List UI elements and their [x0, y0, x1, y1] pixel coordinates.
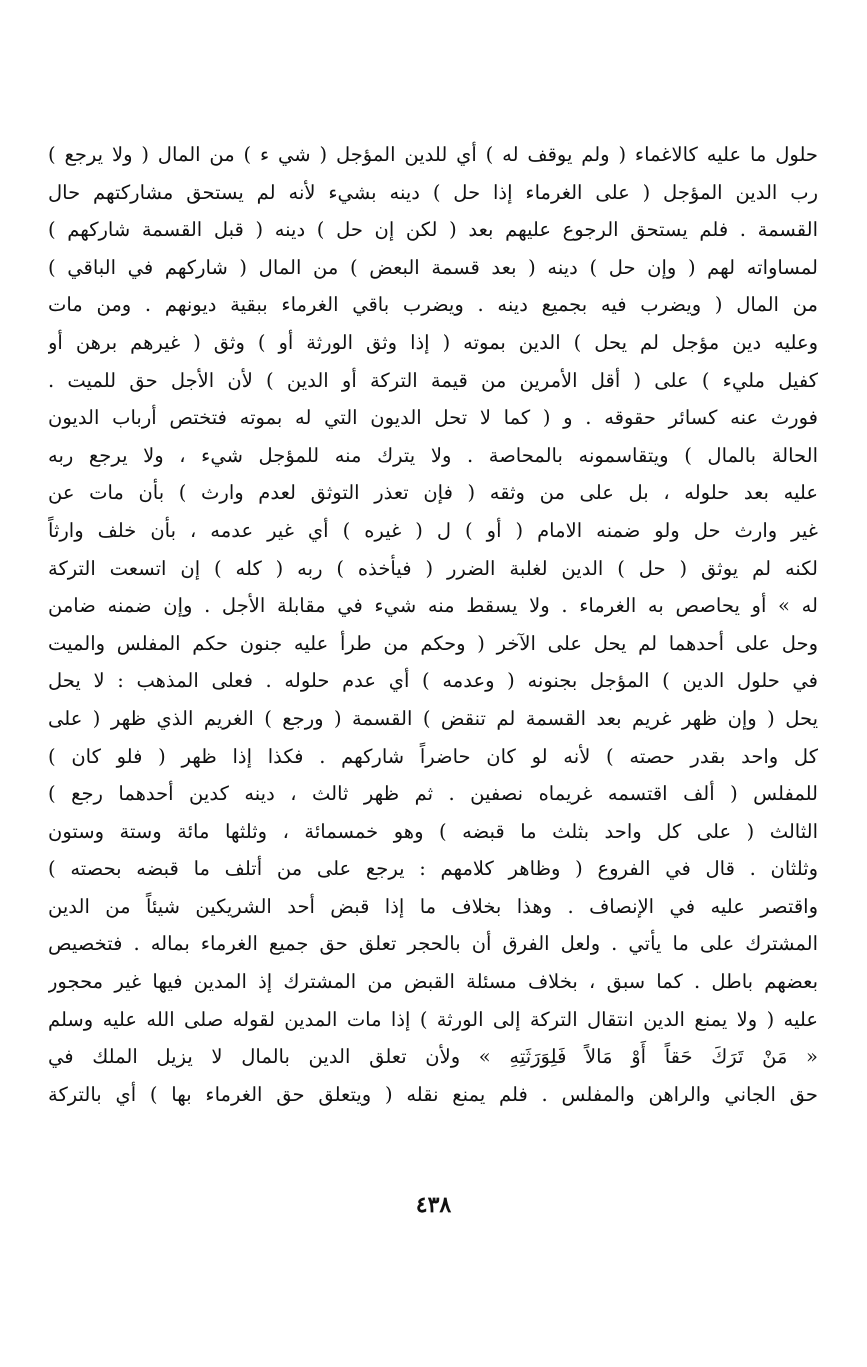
text-line: حلول ما عليه كالاغماء ( ولم يوقف له ) أي للدين المؤجل ( شي ء ) من المال ( ولا يرجع ) — [48, 143, 818, 166]
body-text — [48, 136, 818, 1113]
text-line: وعليه دين مؤجل لم يحل ) الدين بموته ( إذا وثق الورثة أو ) وثق ( غيرهم برهن أو — [48, 330, 818, 354]
text-line: رب الدين المؤجل ( على الغرماء إذا حل ) دينه بشيء لأنه لم يستحق مشاركتهم حال — [48, 180, 818, 204]
text-line: كل واحد بقدر حصته ) لأنه لو كان حاضراً شاركهم . فكذا إذا ظهر ( فلو كان ) — [48, 744, 818, 768]
text-line: « مَنْ تَرَكَ حَقاً أَوْ مَالاً فَلِوَرَثَتِهِ » ولأن تعلق الدين بالمال لا يزيل الملك في — [48, 1045, 818, 1069]
text-line: المشترك على ما يأتي . ولعل الفرق أن بالحجر تعلق حق جميع الغرماء بماله . فتخصيص — [48, 932, 818, 956]
text-line: غير وارث حل ولو ضمنه الامام ( أو ) ل ( غيره ) أي غير عدمه ، بأن خلف وارثاً — [48, 518, 818, 542]
page-number: ٤٣٨ — [415, 1192, 452, 1218]
text-line: يحل ( وإن ظهر غريم بعد القسمة لم تنقض ) القسمة ( ورجع ) الغريم الذي ظهر ( على — [48, 706, 818, 730]
text-line: واقتصر عليه في الإنصاف . وهذا بخلاف ما إذا قبض أحد الشريكين شيئاً من الدين — [48, 894, 818, 918]
text-line: للمفلس ( ألف اقتسمه غريماه نصفين . ثم ظهر ثالث ، دينه كدين أحدهما رجع ) — [48, 782, 818, 806]
text-line: وحل على أحدهما لم يحل على الآخر ( وحكم من طرأ عليه جنون حكم المفلس والميت — [48, 631, 818, 655]
text-line: عليه ( ولا يمنع الدين انتقال التركة إلى الورثة ) إذا مات المدين لقوله صلى الله عليه وسلم — [48, 1007, 818, 1031]
text-line: الثالث ( على كل واحد بثلث ما قبضه ) وهو خمسمائة ، وثلثها مائة وستة وستون — [48, 819, 818, 843]
text-line: وثلثان . قال في الفروع ( وظاهر كلامهم : يرجع على من أتلف ما قبضه بحصته ) — [48, 857, 818, 881]
text-line: حق الجاني والراهن والمفلس . فلم يمنع نقله ( ويتعلق حق الغرماء بها ) أي بالتركة — [48, 1082, 818, 1106]
text-line: فورث عنه كسائر حقوقه . و ( كما لا تحل الديون التي له بموته فتختص أرباب الديون — [48, 406, 818, 430]
text-line: بعضهم باطل . كما سبق ، بخلاف مسئلة القبض من المشترك إذ المدين فيها غير محجور — [48, 970, 818, 994]
text-line: من المال ( ويضرب فيه بجميع دينه . ويضرب باقي الغرماء ببقية ديونهم . ومن مات — [48, 293, 818, 317]
text-line: عليه بعد حلوله ، بل على من وثقه ( فإن تعذر التوثق لعدم وارث ) بأن مات عن — [48, 481, 818, 505]
text-line: لمساواته لهم ( وإن حل ) دينه ( بعد قسمة البعض ) من المال ( شاركهم في الباقي ) — [48, 255, 818, 279]
text-line: القسمة . فلم يستحق الرجوع عليهم بعد ( لكن إن حل ) دينه ( قبل القسمة شاركهم ) — [48, 218, 818, 242]
text-line: لكنه لم يوثق ( حل ) الدين لغلبة الضرر ( فيأخذه ) ربه ( كله ) إن اتسعت التركة — [48, 556, 818, 580]
text-line: الحالة بالمال ) ويتقاسمونه بالمحاصة . ولا يترك منه للمؤجل شيء ، ولا يرجع ربه — [48, 443, 818, 467]
text-line: كفيل مليء ) على ( أقل الأمرين من قيمة التركة أو الدين ) لأن الأجل حق للميت . — [48, 368, 818, 392]
text-line: له » أو يحاصص به الغرماء . ولا يسقط منه شيء في مقابلة الأجل . وإن ضمنه ضامن — [48, 594, 818, 618]
text-line: في حلول الدين ) المؤجل بجنونه ( وعدمه ) أي عدم حلوله . فعلى المذهب : لا يحل — [48, 669, 818, 693]
